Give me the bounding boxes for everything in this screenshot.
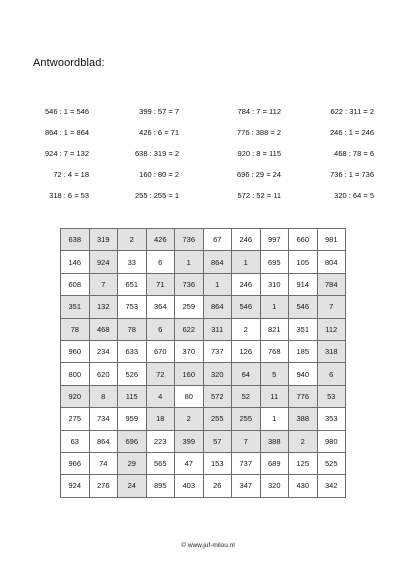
grid-cell: 8 — [89, 385, 118, 407]
grid-cell: 426 — [146, 229, 175, 251]
grid-cell: 914 — [289, 273, 318, 295]
grid-cell: 620 — [89, 363, 118, 385]
answer-item: 255 : 255 = 1 — [135, 191, 179, 200]
grid-cell: 67 — [203, 229, 232, 251]
grid-cell: 5 — [260, 363, 289, 385]
grid-row — [61, 408, 346, 430]
grid-cell: 753 — [118, 296, 147, 318]
grid-cell: 546 — [232, 296, 261, 318]
grid-cell: 804 — [317, 251, 346, 273]
answer-item: 736 : 1 = 736 — [330, 170, 374, 179]
grid-cell: 318 — [317, 340, 346, 362]
grid-cell: 78 — [118, 318, 147, 340]
number-grid — [60, 228, 346, 498]
grid-cell: 736 — [175, 229, 204, 251]
grid-cell: 572 — [203, 385, 232, 407]
answer-item: 468 : 78 = 6 — [334, 149, 374, 158]
grid-cell: 24 — [118, 475, 147, 497]
grid-cell: 63 — [61, 430, 90, 452]
grid-cell: 526 — [118, 363, 147, 385]
footer-copyright: © www.juf-milou.nl — [181, 542, 235, 549]
grid-cell: 74 — [89, 452, 118, 474]
grid-cell: 403 — [175, 475, 204, 497]
grid-cell: 399 — [175, 430, 204, 452]
grid-cell: 255 — [203, 408, 232, 430]
grid-cell: 1 — [260, 408, 289, 430]
answer-item: 72 : 4 = 18 — [53, 170, 89, 179]
grid-cell: 895 — [146, 475, 175, 497]
grid-cell: 2 — [175, 408, 204, 430]
grid-cell: 52 — [232, 385, 261, 407]
grid-cell: 689 — [260, 452, 289, 474]
grid-cell: 6 — [146, 251, 175, 273]
grid-cell: 132 — [89, 296, 118, 318]
grid-cell: 784 — [317, 273, 346, 295]
grid-cell: 4 — [146, 385, 175, 407]
answer-item: 622 : 311 = 2 — [330, 107, 374, 116]
grid-cell: 370 — [175, 340, 204, 362]
grid-row — [61, 318, 346, 340]
answer-item: 776 : 388 = 2 — [237, 128, 281, 137]
grid-cell: 112 — [317, 318, 346, 340]
grid-cell: 7 — [89, 273, 118, 295]
grid-cell: 430 — [289, 475, 318, 497]
grid-cell: 246 — [232, 229, 261, 251]
grid-cell: 126 — [232, 340, 261, 362]
grid-cell: 72 — [146, 363, 175, 385]
grid-cell: 1 — [260, 296, 289, 318]
grid-cell: 924 — [89, 251, 118, 273]
grid-cell: 638 — [61, 229, 90, 251]
grid-cell: 11 — [260, 385, 289, 407]
grid-cell: 29 — [118, 452, 147, 474]
grid-cell: 125 — [289, 452, 318, 474]
grid-row — [61, 385, 346, 407]
grid-cell: 768 — [260, 340, 289, 362]
page-title: Antwoordblad: — [33, 57, 105, 69]
answer-item: 864 : 1 = 864 — [45, 128, 89, 137]
grid-cell: 80 — [175, 385, 204, 407]
grid-cell: 319 — [89, 229, 118, 251]
grid-cell: 1 — [175, 251, 204, 273]
grid-cell: 960 — [61, 340, 90, 362]
grid-cell: 608 — [61, 273, 90, 295]
grid-cell: 115 — [118, 385, 147, 407]
grid-cell: 622 — [175, 318, 204, 340]
grid-row — [61, 229, 346, 251]
answer-item: 320 : 64 = 5 — [334, 191, 374, 200]
grid-row — [61, 340, 346, 362]
grid-row — [61, 363, 346, 385]
grid-cell: 660 — [289, 229, 318, 251]
answer-list — [20, 107, 400, 202]
grid-row — [61, 475, 346, 497]
grid-cell: 736 — [175, 273, 204, 295]
grid-cell: 737 — [232, 452, 261, 474]
answer-item: 246 : 1 = 246 — [330, 128, 374, 137]
grid-cell: 388 — [289, 408, 318, 430]
grid-cell: 146 — [61, 251, 90, 273]
grid-cell: 185 — [289, 340, 318, 362]
grid-cell: 525 — [317, 452, 346, 474]
grid-cell: 2 — [118, 229, 147, 251]
grid-cell: 310 — [260, 273, 289, 295]
answer-item: 784 : 7 = 112 — [237, 107, 281, 116]
grid-cell: 153 — [203, 452, 232, 474]
grid-cell: 105 — [289, 251, 318, 273]
grid-cell: 275 — [61, 408, 90, 430]
grid-cell: 864 — [203, 296, 232, 318]
grid-cell: 2 — [232, 318, 261, 340]
grid-cell: 737 — [203, 340, 232, 362]
grid-cell: 864 — [89, 430, 118, 452]
grid-row — [61, 273, 346, 295]
answer-item: 920 : 8 = 115 — [237, 149, 281, 158]
grid-cell: 71 — [146, 273, 175, 295]
grid-cell: 651 — [118, 273, 147, 295]
grid-cell: 47 — [175, 452, 204, 474]
grid-cell: 980 — [317, 430, 346, 452]
grid-cell: 57 — [203, 430, 232, 452]
grid-cell: 981 — [317, 229, 346, 251]
grid-cell: 959 — [118, 408, 147, 430]
answer-item: 638 : 319 = 2 — [135, 149, 179, 158]
grid-cell: 234 — [89, 340, 118, 362]
grid-cell: 1 — [203, 273, 232, 295]
grid-cell: 320 — [203, 363, 232, 385]
grid-cell: 53 — [317, 385, 346, 407]
grid-cell: 18 — [146, 408, 175, 430]
grid-cell: 255 — [232, 408, 261, 430]
grid-cell: 364 — [146, 296, 175, 318]
grid-cell: 320 — [260, 475, 289, 497]
grid-cell: 6 — [146, 318, 175, 340]
grid-cell: 353 — [317, 408, 346, 430]
grid-cell: 670 — [146, 340, 175, 362]
grid-cell: 864 — [203, 251, 232, 273]
grid-cell: 695 — [260, 251, 289, 273]
grid-cell: 26 — [203, 475, 232, 497]
grid-cell: 342 — [317, 475, 346, 497]
grid-cell: 246 — [232, 273, 261, 295]
grid-cell: 966 — [61, 452, 90, 474]
grid-row — [61, 430, 346, 452]
answer-item: 924 : 7 = 132 — [45, 149, 89, 158]
grid-cell: 2 — [289, 430, 318, 452]
grid-cell: 351 — [289, 318, 318, 340]
grid-cell: 6 — [317, 363, 346, 385]
answer-item: 318 : 6 = 53 — [49, 191, 89, 200]
grid-cell: 33 — [118, 251, 147, 273]
grid-cell: 1 — [232, 251, 261, 273]
grid-cell: 920 — [61, 385, 90, 407]
grid-cell: 351 — [61, 296, 90, 318]
grid-cell: 821 — [260, 318, 289, 340]
grid-cell: 546 — [289, 296, 318, 318]
grid-cell: 776 — [289, 385, 318, 407]
grid-cell: 64 — [232, 363, 261, 385]
grid-cell: 924 — [61, 475, 90, 497]
grid-table — [60, 228, 346, 498]
grid-row — [61, 296, 346, 318]
grid-cell: 565 — [146, 452, 175, 474]
grid-cell: 223 — [146, 430, 175, 452]
grid-cell: 468 — [89, 318, 118, 340]
grid-row — [61, 452, 346, 474]
grid-cell: 311 — [203, 318, 232, 340]
grid-cell: 259 — [175, 296, 204, 318]
grid-cell: 7 — [317, 296, 346, 318]
grid-cell: 633 — [118, 340, 147, 362]
grid-cell: 78 — [61, 318, 90, 340]
answer-item: 572 : 52 = 11 — [237, 191, 281, 200]
answer-item: 426 : 6 = 71 — [139, 128, 179, 137]
grid-cell: 800 — [61, 363, 90, 385]
grid-cell: 734 — [89, 408, 118, 430]
grid-cell: 940 — [289, 363, 318, 385]
grid-cell: 276 — [89, 475, 118, 497]
answer-item: 546 : 1 = 546 — [45, 107, 89, 116]
grid-cell: 696 — [118, 430, 147, 452]
grid-row — [61, 251, 346, 273]
grid-cell: 160 — [175, 363, 204, 385]
grid-cell: 388 — [260, 430, 289, 452]
answer-item: 399 : 57 = 7 — [139, 107, 179, 116]
grid-cell: 347 — [232, 475, 261, 497]
answer-item: 160 : 80 = 2 — [139, 170, 179, 179]
answer-item: 696 : 29 = 24 — [237, 170, 281, 179]
grid-cell: 7 — [232, 430, 261, 452]
grid-cell: 997 — [260, 229, 289, 251]
